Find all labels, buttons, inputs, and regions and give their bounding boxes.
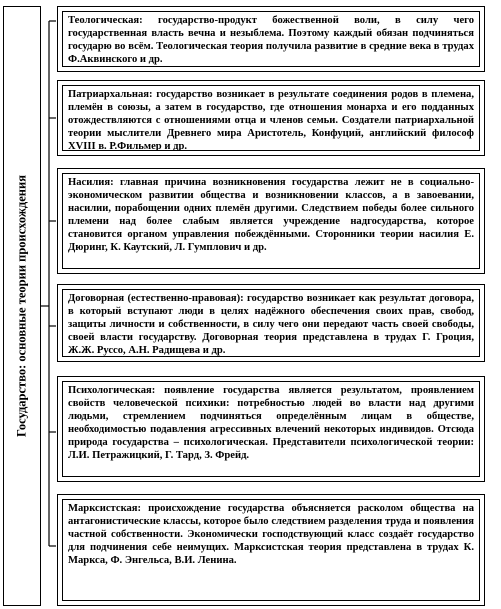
theory-text-violence: Насилия: главная причина возникновения государства лежит не в социально-экономическом развитии общества и возникновении классов, а в завоевании, насилии, порабощении одних племён другими. Следствием победы более сильного племени над более слабым является учреждение надгосударства, которое становится органом управления побеждёнными. Сторонники теории насилия Е. Дюринг, К. Каутский, Л. Гумплович и др. (62, 173, 480, 269)
theory-box-psychological (57, 376, 485, 482)
theory-box-patriarchal (57, 80, 485, 156)
connector-lines (41, 6, 56, 606)
theory-text-theological: Теологическая: государство-продукт божественной воли, в силу чего государственная власть вечна и незыблема. Поэтому каждый обязан подчиняться государю во всём. Теологическая теория получила развитие в средние века в трудах Ф.Аквинского и др. (62, 11, 480, 67)
theory-box-theological (57, 6, 485, 72)
main-category-label: Государство: основные теории происхождения (14, 175, 29, 437)
theory-box-marxist (57, 494, 485, 606)
theory-text-contract: Договорная (естественно-правовая): государство возникает как результат договора, в который вступают люди в целях надёжного обеспечения своих прав, свобод, защиты личности и собственности, в силу чего они передают часть своей свободы, своей власти государству. Договорная теория представлена в трудах Г. Гроция, Ж.Ж. Руссо, А.Н. Радищева и др. (62, 289, 480, 357)
theory-text-marxist: Марксистская: происхождение государства объясняется расколом общества на антагонистические классы, которое было следствием разделения труда и появления частной собственности. Экономически господствующий класс создаёт государство для подчинения себе неимущих. Марксистская теория представлена в трудах К. Маркса, Ф. Энгельса, В.И. Ленина. (62, 499, 480, 601)
theory-text-psychological: Психологическая: появление государства является результатом, проявлением свойств человеческой психики: потребностью людей во власти над другими людьми, стремлением подчиняться определённым лицам в обществе, необходимостью подавления агрессивных влечений некоторых индивидов. Отсюда природа государства – психологическая. Представители психологической теории: Л.И. Петражицкий, Г. Тард, З. Фрейд. (62, 381, 480, 477)
theory-box-contract (57, 284, 485, 362)
theory-box-violence (57, 168, 485, 274)
main-category-box (3, 6, 41, 606)
theory-text-patriarchal: Патриархальная: государство возникает в результате соединения родов в племена, племён в союзы, а затем в государство, где отношения монарха и его подданных отождествляются с отношениями отца и членов семьи. Создатели патриархальной теории мыслители Древнего мира Аристотель, Конфуций, английский философ XVIII в. Р.Фильмер и др. (62, 85, 480, 151)
